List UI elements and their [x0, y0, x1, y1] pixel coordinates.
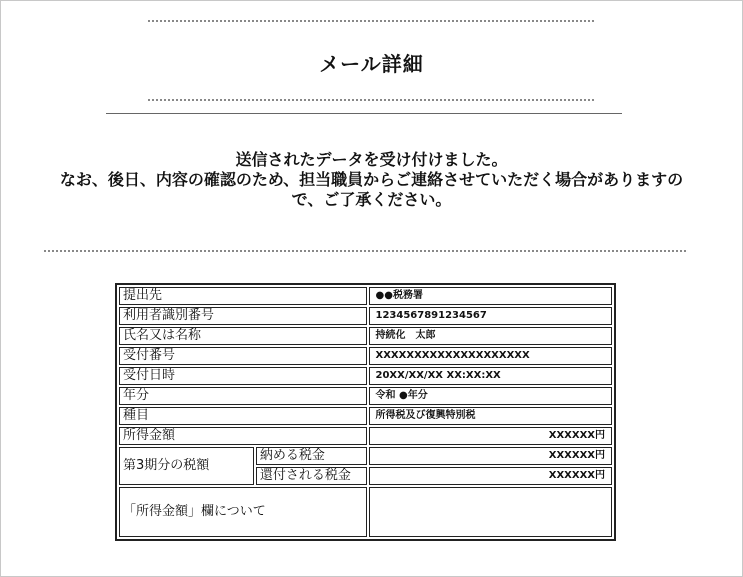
- tax3-label: 第3期分の税額: [119, 447, 254, 485]
- receipt-number-value: XXXXXXXXXXXXXXXXXXXX: [369, 347, 612, 365]
- table-row: [119, 367, 612, 385]
- submit-to-value: ●●税務署: [369, 287, 612, 305]
- receipt-datetime-value: 20XX/XX/XX XX:XX:XX: [369, 367, 612, 385]
- tax-refund-value: XXXXXX円: [369, 467, 612, 485]
- table-row: [119, 427, 612, 445]
- table-row: [119, 487, 612, 537]
- year-label: 年分: [119, 387, 367, 405]
- user-id-label: 利用者識別番号: [119, 307, 367, 325]
- income-note-label: 「所得金額」欄について: [119, 487, 367, 537]
- income-note-value: [369, 487, 612, 537]
- tax-pay-value: XXXXXX円: [369, 447, 612, 465]
- submit-to-label: 提出先: [119, 287, 367, 305]
- confirmation-message: [0, 150, 743, 210]
- income-label: 所得金額: [119, 427, 367, 445]
- table-row: [119, 307, 612, 325]
- income-value: XXXXXX円: [369, 427, 612, 445]
- name-value: 持続化 太郎: [369, 327, 612, 345]
- category-value: 所得税及び復興特別税: [369, 407, 612, 425]
- year-value: 令和 ●年分: [369, 387, 612, 405]
- table-row: [119, 287, 612, 305]
- table-row: [119, 327, 612, 345]
- name-label: 氏名又は名称: [119, 327, 367, 345]
- tax-refund-label: 還付される税金: [256, 467, 367, 485]
- category-label: 種目: [119, 407, 367, 425]
- table-row: [119, 407, 612, 425]
- receipt-number-label: 受付番号: [119, 347, 367, 365]
- page-title: メール詳細: [319, 52, 424, 76]
- message-line-1: 送信されたデータを受け付けました。: [235, 150, 508, 169]
- user-id-value: 1234567891234567: [369, 307, 612, 325]
- message-dotted-divider: [44, 250, 686, 252]
- message-line-2: なお、後日、内容の確認のため、担当職員からご連絡させていただく場合がありますの: [59, 170, 684, 189]
- table-row: [119, 447, 612, 465]
- top-dotted-divider: [148, 20, 594, 22]
- title-underline: [106, 113, 622, 114]
- message-line-3: で、ご了承ください。: [291, 190, 452, 209]
- submission-info-table: [115, 283, 616, 541]
- tax-pay-label: 納める税金: [256, 447, 367, 465]
- table-row: [119, 387, 612, 405]
- table-row: [119, 347, 612, 365]
- title-dotted-divider: [148, 99, 594, 101]
- receipt-datetime-label: 受付日時: [119, 367, 367, 385]
